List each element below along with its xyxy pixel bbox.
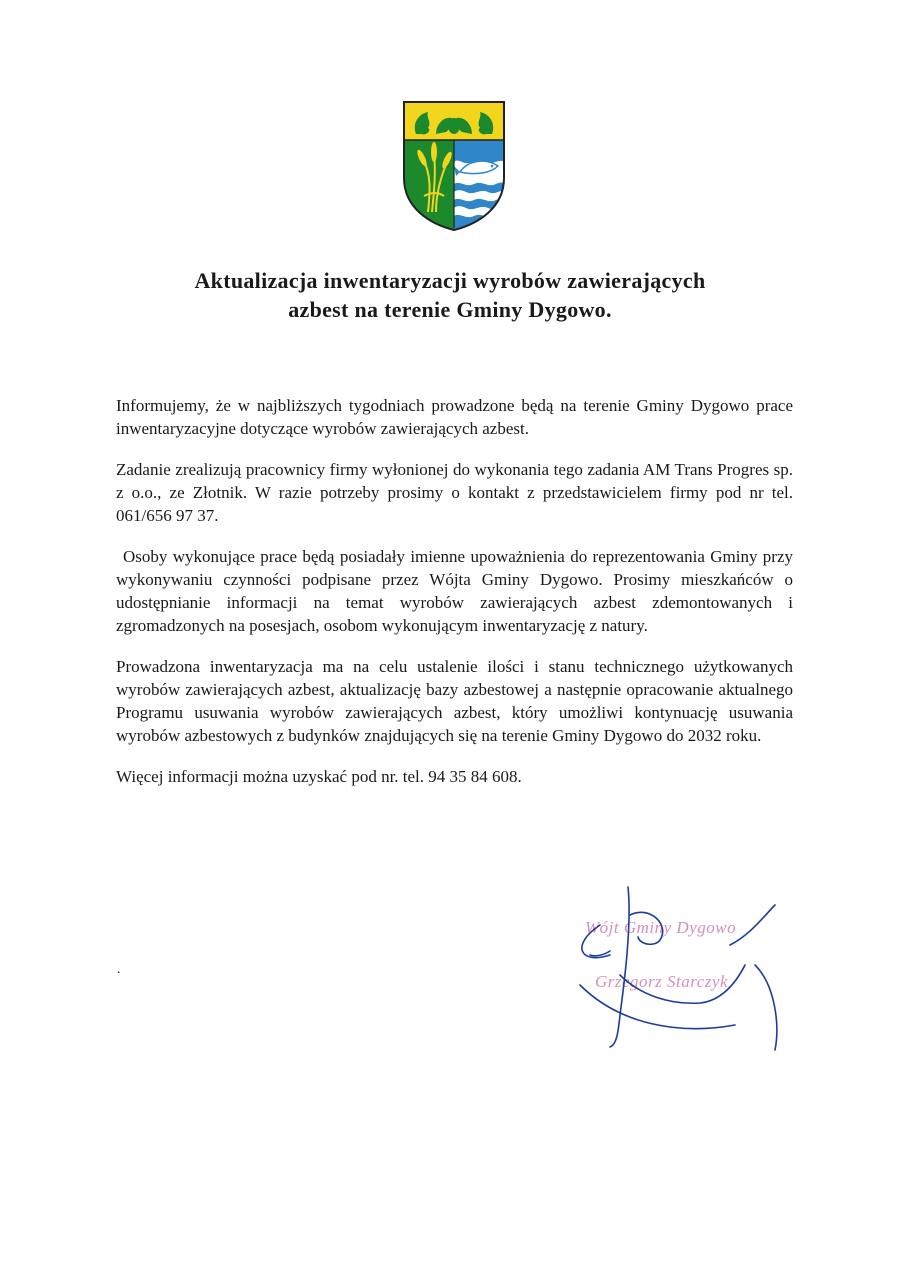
stamp-name: Grzegorz Starczyk: [595, 972, 728, 991]
document-title: [90, 266, 810, 324]
handwritten-signature-icon: [560, 885, 790, 1055]
title-line-1: Aktualizacja inwentaryzacji wyrobów zawierających: [194, 268, 706, 293]
stamp-title: Wójt Gminy Dygowo: [585, 918, 737, 937]
paragraph-4: Prowadzona inwentaryzacja ma na celu ustalenie ilości i stanu technicznego użytkowanych wyrobów zawierających azbest, aktualizację bazy azbestowej a następnie opracowanie aktualnego Programu usuwania wyrobów zawierających azbest, który umożliwi kontynuację usuwania wyrobów azbestowych z budynków znajdujących się na terenie Gminy Dygowo do 2032 roku.: [116, 657, 793, 745]
title-line-2: azbest na terenie Gminy Dygowo.: [288, 297, 612, 322]
paragraph-2: Zadanie zrealizują pracownicy firmy wyłonionej do wykonania tego zadania AM Trans Progres sp. z o.o., ze Złotnik. W razie potrzeby prosimy o kontakt z przedstawicielem firmy pod nr tel. 061/656 97 37.: [116, 460, 793, 525]
paragraph-5: Więcej informacji można uzyskać pod nr. tel. 94 35 84 608.: [116, 767, 522, 786]
document-body: [116, 394, 793, 806]
coat-of-arms-icon: [402, 100, 506, 232]
stray-mark: .: [117, 962, 121, 977]
paragraph-3: Osoby wykonujące prace będą posiadały imienne upoważnienia do reprezentowania Gminy przy wykonywaniu czynności podpisane przez Wójta Gminy Dygowo. Prosimy mieszkańców o udostępnianie informacji na temat wyrobów zawierających azbest zdemontowanych i zgromadzonych na posesjach, osobom wykonującym inwentaryzację z natury.: [116, 547, 793, 635]
paragraph-1: Informujemy, że w najbliższych tygodniach prowadzone będą na terenie Gminy Dygowo prace inwentaryzacyjne dotyczące wyrobów zawierających azbest.: [116, 396, 793, 438]
